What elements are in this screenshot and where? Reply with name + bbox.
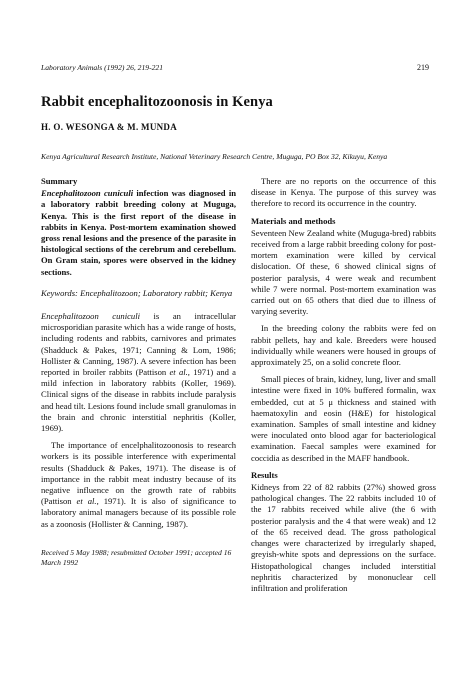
page-number: 219 xyxy=(417,63,429,72)
keywords: Keywords: Encephalitozoon; Laboratory rabbit; Kenya xyxy=(41,287,233,298)
intro-paragraph-3: There are no reports on the occurrence of this disease in Kenya. The purpose of this survey was therefore to record its occurrence in the country. xyxy=(251,176,436,209)
methods-paragraph-3: Small pieces of brain, kidney, lung, liver and small intestine were fixed in 10% buffered formalin, wax embedded, cut at 5 μ thickness and stained with haematoxylin and eosin (H&E) for histological examination. Samples of small intestine and kidney were inoculated onto blood agar for bacteriological examination. Faecal samples were examined for coccidia as described in the MAFF handbook. xyxy=(251,374,436,463)
results-heading: Results xyxy=(251,469,278,480)
summary-body: infection was diagnosed in a laboratory rabbit breeding colony at Muguga, Kenya. This is the first report of the disease in rabbits in Kenya. Post-mortem examination showed gross renal lesions and the presence of the parasite in histological sections of the cerebrum and cerebellum. On Gram stain, spores were observed in the kidney sections. xyxy=(41,188,237,277)
article-title: Rabbit encephalitozoonosis in Kenya xyxy=(41,94,273,110)
intro-paragraph-2: The importance of encelphalitozoonosis to research workers is its possible interference with experimental results (Shadduck & Pakes, 1971). The disease is of importance in the rabbit meat industry because of its negative influence on the growth rate of rabbits (Pattison et al., 1971). It is also of significance to laboratory animal managers because of its possible role as a zoonosis (Hollister & Canning, 1987). xyxy=(41,440,236,529)
summary-organism: Encephalitozoon cuniculi xyxy=(41,188,134,199)
intro-paragraph-1: Encephalitozoon cuniculi is an intracellular microsporidian parasite which has a wide range of hosts, including rodents and rabbits, carnivores and primates (Shadduck & Pakes, 1971; Canning & Lom, 1986; Hollister & Canning, 1987). A severe infection has been reported in broiler rabbits (Pattison et al., 1971) and a mild infection in laboratory rabbits (Koller, 1969). Clinical signs of the disease in rabbits include paralysis and head tilt. Lesions found include small granulomas in the brain and chronic interstitial nephritis (Koller, 1969). xyxy=(41,311,236,434)
received-dates: Received 5 May 1988; resubmitted October 1991; accepted 16 March 1992 xyxy=(41,547,232,567)
author-list: H. O. WESONGA & M. MUNDA xyxy=(41,122,178,132)
results-paragraph-1: Kidneys from 22 of 82 rabbits (27%) showed gross pathological changes. The 22 rabbits included 10 of the 17 rabbits received while alive (the 6 with posterior paralysis and the 4 that were weak) and 12 of the 65 received dead. The gross pathological changes were characterized by irregularly shaped, greyish-white spots and depressions on the surface. Histopathological changes included interstitial nephritis characterized by mononuclear cell infiltration and proliferation xyxy=(251,482,436,593)
intro-organism: Encephalitozoon cuniculi xyxy=(41,311,140,322)
methods-heading: Materials and methods xyxy=(251,215,336,226)
journal-citation: Laboratory Animals (1992) 26, 219-221 xyxy=(41,63,163,72)
methods-paragraph-2: In the breeding colony the rabbits were fed on rabbit pellets, hay and kale. Breeders were housed individually while weaners were housed in groups of approximately 25, on a solid concrete floor. xyxy=(251,323,436,368)
affiliation: Kenya Agricultural Research Institute, National Veterinary Research Centre, Muguga, PO Box 32, Kikuyu, Kenya xyxy=(41,152,388,161)
summary-heading: Summary xyxy=(41,176,78,186)
left-column xyxy=(41,176,236,568)
summary-text xyxy=(41,188,236,278)
right-column xyxy=(251,176,436,600)
methods-paragraph-1: Seventeen New Zealand white (Muguga-bred) rabbits received from a large rabbit breeding colony for post-mortem examination were killed by cervical dislocation. Of these, 6 showed clinical signs of posterior paralysis, 4 were weak and recumbent while 7 were normal. Post-mortem examination was carried out on 65 others that died due to illness of varying severity. xyxy=(251,227,436,317)
